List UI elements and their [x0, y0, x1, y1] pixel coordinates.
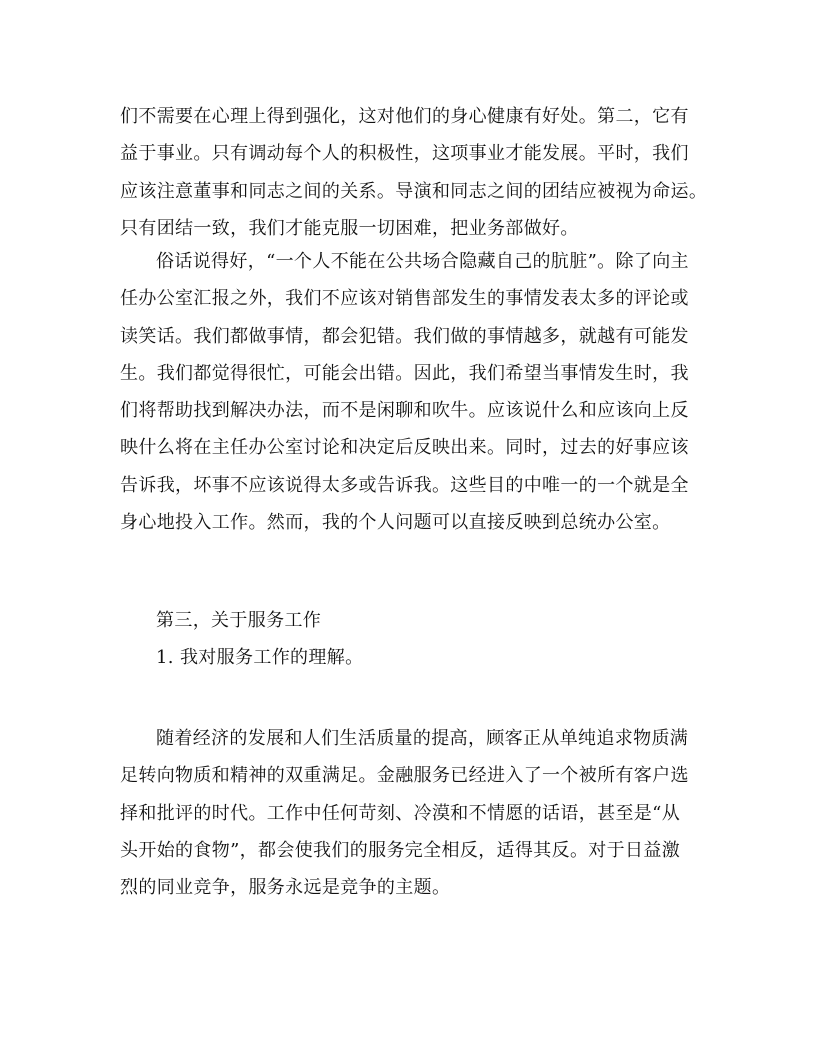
paragraph-1-line: 们不需要在心理上得到强化，这对他们的身心健康有好处。第二，它有: [120, 106, 689, 127]
paragraph-1-line: 只有团结一致，我们才能克服一切困难，把业务部做好。: [120, 217, 579, 239]
section-heading-text: 第三，关于服务工作: [156, 610, 322, 631]
paragraph-2-line: 身心地投入工作。然而，我的个人问题可以直接反映到总统办公室。: [120, 512, 671, 534]
paragraph-3-line: 足转向物质和精神的双重满足。金融服务已经进入了一个被所有客户选: [120, 765, 689, 787]
paragraph-2-line: 告诉我，坏事不应该说得太多或告诉我。这些目的中唯一的一个就是全: [120, 474, 689, 496]
paragraph-2: [120, 243, 716, 541]
paragraph-1: [120, 98, 716, 247]
paragraph-1-line: 益于事业。只有调动每个人的积极性，这项事业才能发展。平时，我们: [120, 143, 689, 165]
paragraph-1-line: 应该注意董事和同志之间的关系。导演和同志之间的团结应被视为命运。: [120, 180, 708, 202]
paragraph-2-line: 们将帮助找到解决办法，而不是闲聊和吹牛。应该说什么和应该向上反: [120, 400, 689, 422]
paragraph-3-line: 烈的同业竞争，服务永远是竞争的主题。: [120, 877, 451, 899]
subsection-heading: [120, 639, 716, 676]
paragraph-2-line: 俗话说得好，“一个人不能在公共场合隐藏自己的肮脏”。除了向主: [156, 251, 689, 272]
paragraph-3-line: 头开始的食物”，都会使我们的服务完全相反，适得其反。对于日益激: [120, 839, 681, 861]
paragraph-3-line: 择和批评的时代。工作中任何苛刻、冷漠和不情愿的话语，甚至是“从: [120, 802, 681, 824]
subsection-heading-text: 1. 我对服务工作的理解。: [156, 647, 364, 668]
section-heading: [120, 602, 716, 639]
paragraph-3: [120, 720, 716, 906]
paragraph-2-line: 生。我们都觉得很忙，可能会出错。因此，我们希望当事情发生时，我: [120, 362, 689, 384]
paragraph-2-line: 读笑话。我们都做事情，都会犯错。我们做的事情越多，就越有可能发: [120, 325, 689, 347]
paragraph-3-line: 随着经济的发展和人们生活质量的提高，顾客正从单纯追求物质满: [156, 728, 689, 749]
paragraph-2-line: 任办公室汇报之外，我们不应该对销售部发生的事情发表太多的评论或: [120, 288, 689, 310]
paragraph-2-line: 映什么将在主任办公室讨论和决定后反映出来。同时，过去的好事应该: [120, 437, 689, 459]
